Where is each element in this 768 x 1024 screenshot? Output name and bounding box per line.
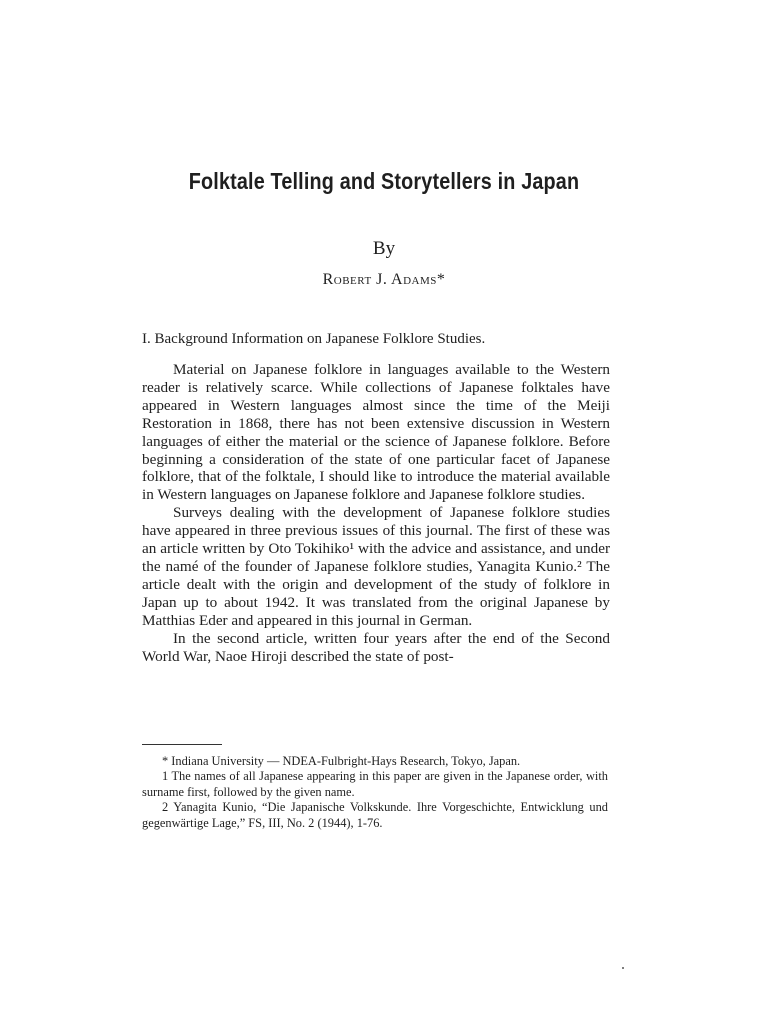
author-line <box>0 271 768 289</box>
article-title: Folktale Telling and Storytellers in Japan <box>188 168 580 194</box>
body-text <box>142 361 610 665</box>
paragraph-3: In the second article, written four years after the end of the Second World War, Naoe Hiroji described the state of post- <box>142 629 610 665</box>
footnotes <box>142 754 608 831</box>
footnote-2: 2 Yanagita Kunio, “Die Japanische Volkskunde. Ihre Vorgeschichte, Entwicklung und gegenwärtige Lage,” FS, III, No. 2 (1944), 1-76. <box>142 800 608 830</box>
paragraph-2: Surveys dealing with the development of Japanese folklore studies have appeared in three previous issues of this journal. The first of these was an article written by Oto Tokihiko¹ with the advice and assistance, and under the namé of the founder of Japanese folklore studies, Yanagita Kunio.² The article dealt with the origin and development of the study of folklore in Japan up to about 1942. It was translated from the original Japanese by Matthias Eder and appeared in this journal in German. <box>142 504 610 629</box>
author-footnote-mark: * <box>436 271 446 288</box>
footnote-divider <box>142 744 222 745</box>
scan-speck <box>622 967 624 969</box>
byline: By <box>372 238 396 259</box>
author-name: Robert J. Adams <box>322 271 437 288</box>
paragraph-1: Material on Japanese folklore in languages available to the Western reader is relatively scarce. While collections of Japanese folktales have appeared in Western languages almost since the time of the Meiji Restoration in 1868, there has not been extensive discussion in Western languages of either the material or the science of Japanese folklore. Before beginning a consideration of the state of one particular facet of Japanese folklore, that of the folktale, I should like to introduce the material available in Western languages on Japanese folklore and Japanese folklore studies. <box>142 361 610 504</box>
section-heading: I. Background Information on Japanese Folklore Studies. <box>142 331 486 347</box>
footnote-author: * Indiana University — NDEA-Fulbright-Hays Research, Tokyo, Japan. <box>162 754 521 768</box>
footnote-1: 1 The names of all Japanese appearing in this paper are given in the Japanese order, with surname first, followed by the given name. <box>142 769 608 799</box>
